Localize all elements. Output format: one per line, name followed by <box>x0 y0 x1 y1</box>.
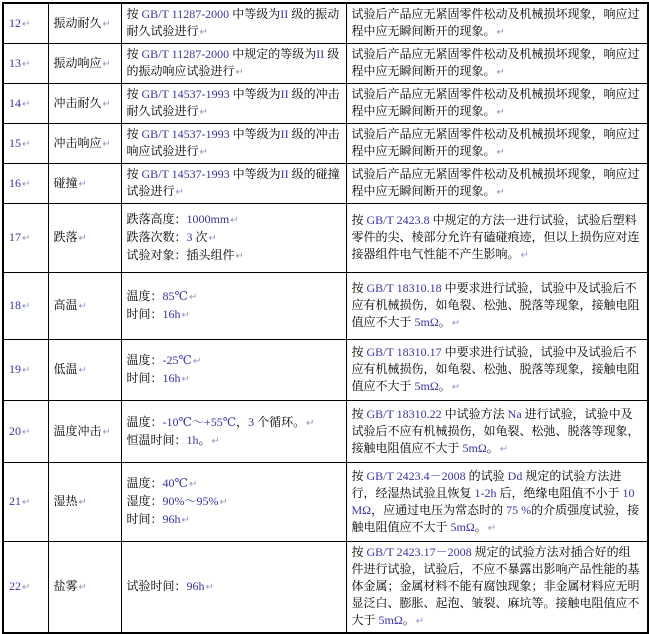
paragraph: 14↵ <box>9 95 31 110</box>
paragraph-mark-icon: ↵ <box>188 292 198 303</box>
test-conditions-cell <box>121 84 346 124</box>
test-requirement-cell <box>346 273 648 340</box>
paragraph: 高温↵ <box>53 298 87 312</box>
paragraph: 18↵ <box>9 298 31 312</box>
paragraph: 时间：96h↵ <box>126 512 190 526</box>
paragraph: 按 GB/T 14537-1993 中等级为II 级的冲击响应试验进行↵ <box>126 127 340 158</box>
paragraph: 试验后产品应无紧固零件松动及机械损坏现象，响应过程中应无瞬间断开的现象。↵ <box>351 87 640 118</box>
test-name-cell <box>48 340 121 401</box>
test-name-cell <box>48 164 121 204</box>
paragraph-mark-icon: ↵ <box>181 310 190 321</box>
paragraph-mark-icon: ↵ <box>78 233 87 244</box>
paragraph: 试验后产品应无紧固零件松动及机械损坏现象，响应过程中应无瞬间断开的现象。↵ <box>351 7 640 38</box>
test-name-cell <box>48 542 121 634</box>
table-body <box>3 3 648 633</box>
paragraph-mark-icon: ↵ <box>22 301 31 312</box>
test-name-cell <box>48 204 121 273</box>
paragraph: 温度：-10℃～+55℃，3 个循环。↵ <box>126 414 315 429</box>
paragraph: 冲击耐久↵ <box>53 95 111 110</box>
test-name-cell <box>48 84 121 124</box>
paragraph: 跌落次数：3 次↵ <box>126 230 217 244</box>
test-requirement-cell <box>346 3 648 44</box>
paragraph: 按 GB/T 18310.18 中要求进行试验，试验中及试验后不应有机械损伤，如龟裂、松弛、脱落等现象，接触电阻值应不大于 5mΩ。↵ <box>351 281 640 329</box>
paragraph: 温度：40℃↵ <box>126 476 198 490</box>
table-row <box>3 44 648 84</box>
table-row <box>3 164 648 204</box>
paragraph-mark-icon: ↵ <box>306 417 315 429</box>
paragraph: 按 GB/T 2423.4－2008 的试验 Dd 规定的试验方法进行，经湿热试验且恢复 1-2h 后，绝缘电阻值不小于 10 MΩ，应通过电压为常态时的 75 %的介质强度试验，接触电阻值应不大于 5mΩ。↵ <box>351 468 640 534</box>
paragraph: 恒温时间：1h。↵ <box>126 432 220 447</box>
paragraph: 按 GB/T 11287-2000 中规定的等级为II 级的振动响应试验进行↵ <box>126 47 340 78</box>
paragraph: 温度：-25℃↵ <box>126 353 202 367</box>
paragraph-mark-icon: ↵ <box>22 98 31 110</box>
paragraph-mark-icon: ↵ <box>235 251 244 262</box>
paragraph-mark-icon: ↵ <box>451 382 461 393</box>
paragraph: 22↵ <box>9 579 31 593</box>
test-name-cell <box>48 463 121 542</box>
paragraph-mark-icon: ↵ <box>451 318 461 329</box>
row-number-cell <box>3 340 48 401</box>
test-conditions-cell <box>121 542 346 634</box>
paragraph-mark-icon: ↵ <box>78 178 87 190</box>
paragraph-mark-icon: ↵ <box>78 582 87 593</box>
row-number-cell <box>3 124 48 164</box>
paragraph: 19↵ <box>9 362 31 376</box>
paragraph-mark-icon: ↵ <box>496 27 505 38</box>
test-requirement-cell <box>346 84 648 124</box>
test-requirement-cell <box>346 124 648 164</box>
table-row <box>3 340 648 401</box>
paragraph-mark-icon: ↵ <box>230 215 239 226</box>
paragraph-mark-icon: ↵ <box>188 479 198 490</box>
test-conditions-cell <box>121 164 346 204</box>
paragraph: 温度：85℃↵ <box>126 289 198 303</box>
row-number-cell <box>3 542 48 634</box>
paragraph-mark-icon: ↵ <box>192 356 202 367</box>
test-name-cell <box>48 3 121 44</box>
paragraph-mark-icon: ↵ <box>496 107 505 118</box>
paragraph-mark-icon: ↵ <box>175 187 184 198</box>
row-number-cell <box>3 401 48 463</box>
paragraph: 12↵ <box>9 15 31 30</box>
paragraph-mark-icon: ↵ <box>181 374 190 385</box>
test-conditions-cell <box>121 3 346 44</box>
paragraph-mark-icon: ↵ <box>102 138 111 150</box>
test-requirement-cell <box>346 542 648 634</box>
paragraph-mark-icon: ↵ <box>78 365 87 376</box>
test-specification-table <box>2 2 649 634</box>
table-row <box>3 204 648 273</box>
row-number-cell <box>3 44 48 84</box>
table-row <box>3 273 648 340</box>
test-conditions-cell <box>121 124 346 164</box>
table-row <box>3 3 648 44</box>
paragraph: 按 GB/T 18310.17 中要求进行试验，试验中及试验后不应有机械损伤，如龟裂、松弛、脱落等现象，接触电阻值应不大于 5mΩ。↵ <box>351 345 640 393</box>
paragraph: 17↵ <box>9 230 31 244</box>
paragraph-mark-icon: ↵ <box>22 426 31 438</box>
paragraph-mark-icon: ↵ <box>22 497 31 508</box>
paragraph: 按 GB/T 2423.17－2008 规定的试验方法对插合好的组件进行试验，试验后，不应不暴露出影响产品性能的基体金属；金属材料不能有腐蚀现象；非金属材料应无明显泛白、膨胀、起泡、皱裂、麻坑等。接触电阻值应不大于 5mΩ。↵ <box>351 545 640 627</box>
paragraph-mark-icon: ↵ <box>219 497 228 508</box>
paragraph: 试验后产品应无紧固零件松动及机械损坏现象，响应过程中应无瞬间断开的现象。↵ <box>351 47 640 78</box>
paragraph: 13↵ <box>9 55 31 70</box>
paragraph-mark-icon: ↵ <box>199 27 208 38</box>
test-conditions-cell <box>121 273 346 340</box>
test-requirement-cell <box>346 401 648 463</box>
paragraph-mark-icon: ↵ <box>211 435 220 447</box>
table-row <box>3 463 648 542</box>
paragraph-mark-icon: ↵ <box>499 443 509 455</box>
paragraph: 按 GB/T 14537-1993 中等级为II 级的冲击耐久试验进行↵ <box>126 87 340 118</box>
paragraph: 时间：16h↵ <box>126 307 190 321</box>
test-name-cell <box>48 44 121 84</box>
paragraph: 跌落高度：1000mm↵ <box>126 212 239 226</box>
paragraph-mark-icon: ↵ <box>415 616 425 627</box>
paragraph-mark-icon: ↵ <box>205 582 214 593</box>
paragraph: 20↵ <box>9 423 31 438</box>
paragraph: 湿热↵ <box>53 494 87 508</box>
test-name-cell <box>48 401 121 463</box>
paragraph-mark-icon: ↵ <box>22 178 31 190</box>
table-row <box>3 401 648 463</box>
paragraph: 碰撞↵ <box>53 175 87 190</box>
paragraph-mark-icon: ↵ <box>22 18 31 30</box>
paragraph-mark-icon: ↵ <box>496 187 505 198</box>
paragraph: 按 GB/T 2423.8 中规定的方法一进行试验，试验后塑料零件的尖、棱部分允许有磕碰痕迹，但以上损伤应对连接器组件电气性能不产生影响。↵ <box>351 213 640 261</box>
paragraph: 冲击响应↵ <box>53 135 111 150</box>
row-number-cell <box>3 463 48 542</box>
paragraph-mark-icon: ↵ <box>199 107 208 118</box>
paragraph-mark-icon: ↵ <box>496 67 505 78</box>
paragraph: 湿度：90%～95%↵ <box>126 494 228 508</box>
row-number-cell <box>3 84 48 124</box>
table-row <box>3 84 648 124</box>
test-conditions-cell <box>121 401 346 463</box>
paragraph: 21↵ <box>9 494 31 508</box>
table-row <box>3 542 648 634</box>
paragraph: 按 GB/T 18310.22 中试验方法 Na 进行试验，试验中及试验后不应有机械损伤，如龟裂、松弛、脱落等现象，接触电阻值应不大于 5mΩ。↵ <box>351 406 640 455</box>
row-number-cell <box>3 164 48 204</box>
paragraph: 试验时间：96h↵ <box>126 579 214 593</box>
paragraph: 16↵ <box>9 175 31 190</box>
paragraph-mark-icon: ↵ <box>487 522 497 534</box>
paragraph: 试验后产品应无紧固零件松动及机械损坏现象，响应过程中应无瞬间断开的现象。↵ <box>351 167 640 198</box>
test-requirement-cell <box>346 463 648 542</box>
paragraph: 按 GB/T 14537-1993 中等级为II 级的碰撞试验进行↵ <box>126 167 340 198</box>
paragraph-mark-icon: ↵ <box>22 365 31 376</box>
paragraph: 试验后产品应无紧固零件松动及机械损坏现象，响应过程中应无瞬间断开的现象。↵ <box>351 127 640 158</box>
row-number-cell <box>3 3 48 44</box>
paragraph: 试验对象：插头组件↵ <box>126 248 244 262</box>
paragraph: 时间：16h↵ <box>126 371 190 385</box>
paragraph-mark-icon: ↵ <box>208 233 217 244</box>
paragraph: 按 GB/T 11287-2000 中等级为II 级的振动耐久试验进行↵ <box>126 7 340 38</box>
row-number-cell <box>3 273 48 340</box>
paragraph-mark-icon: ↵ <box>496 147 505 158</box>
paragraph: 15↵ <box>9 135 31 150</box>
test-requirement-cell <box>346 204 648 273</box>
test-name-cell <box>48 273 121 340</box>
test-conditions-cell <box>121 44 346 84</box>
test-conditions-cell <box>121 463 346 542</box>
test-requirement-cell <box>346 44 648 84</box>
paragraph-mark-icon: ↵ <box>199 147 208 158</box>
test-requirement-cell <box>346 164 648 204</box>
paragraph: 温度冲击↵ <box>53 423 111 438</box>
paragraph: 振动响应↵ <box>53 55 111 70</box>
paragraph-mark-icon: ↵ <box>78 301 87 312</box>
paragraph: 低温↵ <box>53 362 87 376</box>
test-requirement-cell <box>346 340 648 401</box>
table-row <box>3 124 648 164</box>
row-number-cell <box>3 204 48 273</box>
paragraph-mark-icon: ↵ <box>102 426 111 438</box>
paragraph-mark-icon: ↵ <box>102 18 111 30</box>
paragraph: 跌落↵ <box>53 230 87 244</box>
paragraph-mark-icon: ↵ <box>22 138 31 150</box>
test-conditions-cell <box>121 340 346 401</box>
paragraph-mark-icon: ↵ <box>22 233 31 244</box>
paragraph-mark-icon: ↵ <box>22 58 31 70</box>
paragraph-mark-icon: ↵ <box>181 515 190 526</box>
paragraph-mark-icon: ↵ <box>235 67 244 78</box>
paragraph: 盐雾↵ <box>53 579 87 593</box>
paragraph-mark-icon: ↵ <box>78 497 87 508</box>
paragraph: 振动耐久↵ <box>53 15 111 30</box>
paragraph-mark-icon: ↵ <box>520 250 529 261</box>
paragraph-mark-icon: ↵ <box>102 58 111 70</box>
test-conditions-cell <box>121 204 346 273</box>
test-name-cell <box>48 124 121 164</box>
paragraph-mark-icon: ↵ <box>102 98 111 110</box>
paragraph-mark-icon: ↵ <box>22 582 31 593</box>
